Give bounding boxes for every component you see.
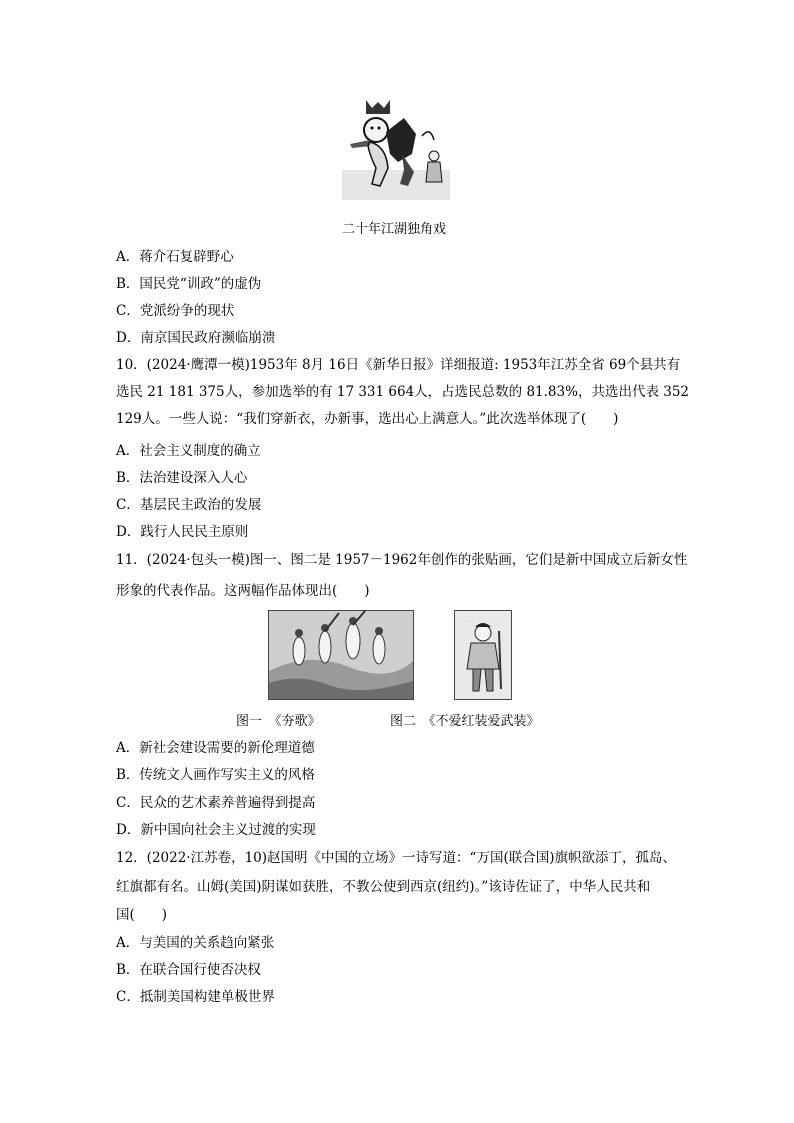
q12-option-a: A．与美国的关系趋向紧张 (116, 935, 275, 951)
q11-option-d: D．新中国向社会主义过渡的实现 (116, 822, 316, 838)
q10-option-d: D．践行人民民主原则 (116, 524, 249, 540)
q11-stem-line-1: 11．(2024·包头一模)图一、图二是 1957－1962年创作的张贴画，它们是新中国成立后新女性 (116, 552, 688, 568)
q11-stem-line-2: 形象的代表作品。这两幅作品体现出( ) (116, 583, 370, 599)
q11-option-a: A．新社会建设需要的新伦理道德 (116, 740, 315, 756)
q10-stem-line-1: 10．(2024·鹰潭一模)1953年 8月 16日《新华日报》详细报道: 1953年江苏全省 69个县共有 (116, 357, 681, 373)
figure-2-caption: 图二 《不爱红装爱武装》 (390, 714, 540, 729)
q9-option-a: A．蒋介石复辟野心 (116, 249, 234, 265)
figure-1-caption: 图一 《夯歌》 (236, 714, 321, 729)
q12-option-c: C．抵制美国构建单极世界 (116, 989, 275, 1005)
q10-option-c: C．基层民主政治的发展 (116, 497, 262, 513)
q9-option-b: B．国民党“训政”的虚伪 (116, 276, 262, 292)
q10-option-a: A．社会主义制度的确立 (116, 443, 261, 459)
q10-stem-line-2: 选民 21 181 375人，参加选举的有 17 331 664人，占选民总数的 81.83%，共选出代表 352 (116, 384, 689, 400)
figure-1-image (268, 610, 414, 700)
q9-option-d: D．南京国民政府濒临崩溃 (116, 330, 276, 346)
q11-option-b: B．传统文人画作写实主义的风格 (116, 767, 315, 783)
q12-option-b: B．在联合国行使否决权 (116, 962, 261, 978)
q12-stem-line-1: 12．(2022·江苏卷，10)赵国明《中国的立场》一诗写道：“万国(联合国)旗帜欲添丁，孤岛、 (116, 850, 676, 866)
svg-text:· · · · ·: · · · · · (461, 619, 473, 624)
q11-option-c: C．民众的艺术素养普遍得到提高 (116, 795, 316, 811)
cartoon-image (342, 96, 450, 200)
q9-option-c: C．党派纷争的现状 (116, 303, 235, 319)
q10-stem-line-3: 129人。一些人说：“我们穿新衣，办新事，选出心上满意人。”此次选举体现了( ) (116, 411, 619, 427)
q12-stem-line-2: 红旗都有名。山姆(美国)阴谋如获胜，不教公使到西京(纽约)。”该诗佐证了，中华人民共和 (116, 879, 651, 895)
q12-stem-line-3: 国( ) (116, 907, 168, 923)
figure-2-image (454, 610, 512, 700)
cartoon-caption: 二十年江湖独角戏 (342, 222, 447, 237)
q10-option-b: B．法治建设深入人心 (116, 470, 248, 486)
